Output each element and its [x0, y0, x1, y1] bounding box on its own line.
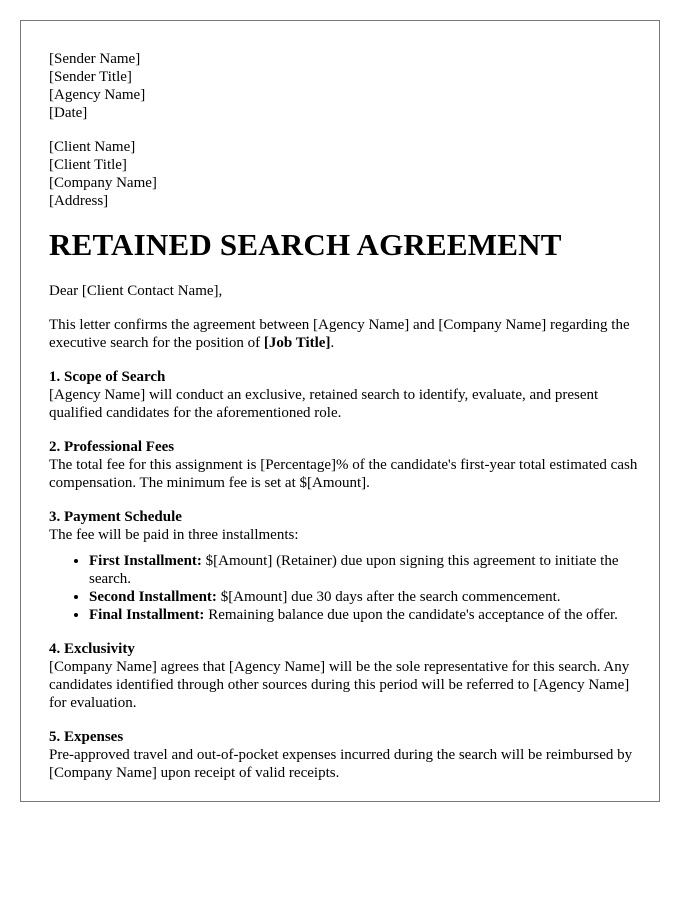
section-title-payment: 3. Payment Schedule [49, 509, 182, 525]
list-item [89, 552, 639, 588]
sender-name: [Sender Name] [49, 51, 141, 67]
section-title-fees: 2. Professional Fees [49, 439, 175, 455]
section-title-scope: 1. Scope of Search [49, 369, 166, 385]
installment-text: $[Amount] due 30 days after the search commencement. [216, 589, 561, 605]
section-title-exclusivity: 4. Exclusivity [49, 641, 135, 657]
section-exclusivity [49, 640, 639, 712]
letter-content [49, 50, 639, 798]
salutation: Dear [Client Contact Name], [49, 283, 223, 299]
document-heading: RETAINED SEARCH AGREEMENT [49, 227, 562, 262]
recipient-name: [Client Name] [49, 139, 136, 155]
recipient-address: [Address] [49, 193, 109, 209]
recipient-company: [Company Name] [49, 175, 157, 191]
intro-paragraph [49, 316, 639, 352]
intro-end: . [330, 335, 335, 351]
installment-text: $[Amount] (Retainer) due upon signing this agreement to initiate the search. [89, 553, 619, 587]
installment-label: First Installment: [89, 553, 202, 569]
installment-label: Second Installment: [89, 589, 217, 605]
list-item [89, 588, 639, 606]
installment-list [49, 552, 639, 624]
section-body-scope: [Agency Name] will conduct an exclusive, retained search to identify, evaluate, and present qualified candidates for the aforementioned role. [49, 387, 599, 421]
installment-text: Remaining balance due upon the candidate's acceptance of the offer. [204, 607, 618, 623]
recipient-block [49, 138, 639, 210]
installment-label: Final Installment: [89, 607, 205, 623]
section-body-expenses: Pre-approved travel and out-of-pocket expenses incurred during the search will be reimbursed by [Company Name] upon receipt of valid receipts. [49, 747, 633, 781]
job-title: [Job Title] [263, 335, 331, 351]
recipient-title: [Client Title] [49, 157, 127, 173]
section-payment [49, 508, 639, 624]
letter-date: [Date] [49, 105, 88, 121]
sender-agency: [Agency Name] [49, 87, 146, 103]
section-body-payment: The fee will be paid in three installments: [49, 527, 299, 543]
section-body-exclusivity: [Company Name] agrees that [Agency Name] will be the sole representative for this search. Any candidates identified through other sources during this period will be referred to [Agency Name] for evaluation. [49, 659, 630, 711]
sender-block [49, 50, 639, 122]
section-fees [49, 438, 639, 492]
section-scope [49, 368, 639, 422]
section-title-expenses: 5. Expenses [49, 729, 124, 745]
sender-title: [Sender Title] [49, 69, 132, 85]
letter-page [20, 20, 660, 802]
section-body-fees: The total fee for this assignment is [Percentage]% of the candidate's first-year total estimated cash compensation. The minimum fee is set at $[Amount]. [49, 457, 638, 491]
list-item [89, 606, 639, 624]
intro-text: This letter confirms the agreement between [Agency Name] and [Company Name] regarding the executive search for the position of [49, 317, 630, 351]
section-expenses [49, 728, 639, 782]
